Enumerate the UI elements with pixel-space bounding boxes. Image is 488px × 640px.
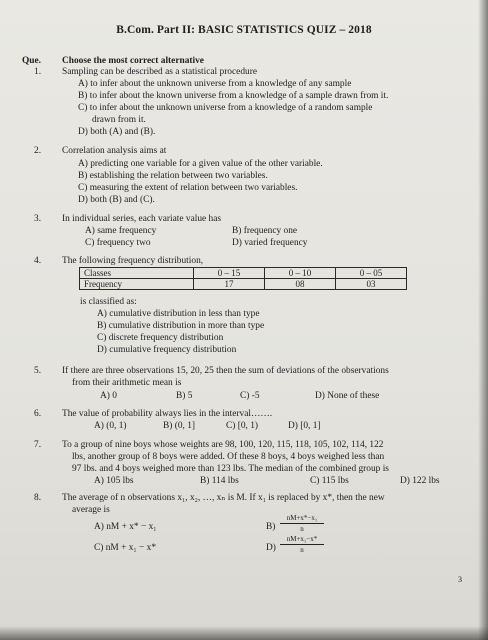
q2-stem: Correlation analysis aims at xyxy=(62,146,167,156)
q5-option-d: D) None of these xyxy=(315,391,380,401)
table-cell: Classes xyxy=(80,268,194,279)
q7-stem-1: To a group of nine boys whose weights are 98, 100, 120, 115, 118, 105, 102, 114, 122 xyxy=(62,440,384,450)
fraction-numerator: nM+x*−x₁ xyxy=(286,514,318,522)
fraction-denominator: n xyxy=(300,546,304,554)
q3-stem: In individual series, each variate value has xyxy=(62,214,222,224)
q2-option-a: A) predicting one variable for a given value of the other variable. xyxy=(78,159,323,169)
fraction-denominator: n xyxy=(300,525,304,533)
q6-option-c: C) [0, 1) xyxy=(226,421,259,431)
q8-option-d: D) xyxy=(266,543,276,553)
q7-number: 7. xyxy=(34,440,42,450)
frequency-table xyxy=(79,267,407,290)
q1-option-c: C) to infer about the unknown universe from a knowledge of a random sample xyxy=(78,103,373,113)
table-cell: Frequency xyxy=(80,279,194,290)
q4-stem: The following frequency distribution, xyxy=(62,256,204,266)
q2-option-b: B) establishing the relation between two variables. xyxy=(78,171,268,181)
q1-option-a: A) to infer about the unknown universe from a knowledge of any sample xyxy=(78,79,352,89)
q8-option-a: A) nM + x* − x₁ xyxy=(94,522,157,532)
q5-number: 5. xyxy=(34,366,42,376)
q4-option-d: D) cumulative frequency distribution xyxy=(97,345,237,355)
instruction: Choose the most correct alternative xyxy=(62,56,204,66)
q8-option-b: B) xyxy=(266,522,276,532)
q2-number: 2. xyxy=(34,146,42,156)
q1-option-b: B) to infer about the known universe from a knowledge of a sample drawn from it. xyxy=(78,91,389,101)
q5-option-b: B) 5 xyxy=(176,391,193,401)
page-title: B.Com. Part II: BASIC STATISTICS QUIZ – 2018 xyxy=(116,24,372,36)
q6-number: 6. xyxy=(34,409,42,419)
q7-option-d: D) 122 lbs xyxy=(400,476,440,486)
q8-number: 8. xyxy=(34,493,42,503)
q6-option-b: B) (0, 1] xyxy=(163,421,196,431)
q1-option-c-cont: drawn from it. xyxy=(92,115,146,125)
q4-option-c: C) discrete frequency distribution xyxy=(97,333,224,343)
q6-option-d: D) [0, 1] xyxy=(288,421,321,431)
q4-option-b: B) cumulative distribution in more than type xyxy=(97,321,265,331)
table-cell: 17 xyxy=(194,279,265,290)
table-row xyxy=(80,268,407,279)
que-label: Que. xyxy=(22,56,42,66)
table-cell: 0 – 10 xyxy=(265,268,336,279)
q8-stem-1: The average of n observations x₁, x₂, …, xₙ is M. If x₁ is replaced by x*, then the new xyxy=(62,493,385,503)
q3-option-b: B) frequency one xyxy=(232,226,298,236)
q7-option-b: B) 114 lbs xyxy=(200,476,239,486)
q7-option-a: A) 105 lbs xyxy=(94,476,134,486)
q1-option-d: D) both (A) and (B). xyxy=(78,127,156,137)
fraction-bar xyxy=(280,523,324,524)
q4-option-a: A) cumulative distribution in less than type xyxy=(97,309,260,319)
fraction-bar xyxy=(280,544,324,545)
table-cell: 0 – 15 xyxy=(194,268,265,279)
q2-option-c: C) measuring the extent of relation between two variables. xyxy=(78,183,298,193)
q4-after: is classified as: xyxy=(80,297,137,307)
q5-option-a: A) 0 xyxy=(100,391,117,401)
q1-stem: Sampling can be described as a statistical procedure xyxy=(62,67,257,77)
q7-stem-3: 97 lbs. and 4 boys weighed more than 123 lbs. The median of the combined group is xyxy=(72,464,389,474)
q8-fraction-b xyxy=(280,514,324,533)
q2-option-d: D) both (B) and (C). xyxy=(78,195,155,205)
q8-stem-2: average is xyxy=(72,505,110,515)
table-cell: 03 xyxy=(336,279,407,290)
q3-option-c: C) frequency two xyxy=(85,238,151,248)
table-cell: 0 – 05 xyxy=(336,268,407,279)
q1-number: 1. xyxy=(34,67,42,77)
q5-option-c: C) -5 xyxy=(240,391,260,401)
q6-option-a: A) (0, 1) xyxy=(94,421,127,431)
page-number: 3 xyxy=(458,575,462,584)
page-edge-shadow xyxy=(478,0,488,640)
q8-option-c: C) nM + x₁ − x* xyxy=(94,543,157,553)
q4-number: 4. xyxy=(34,256,42,266)
q7-stem-2: lbs, another group of 8 boys were added. Of these 8 boys, 4 boys weighed less than xyxy=(72,452,385,462)
q3-option-a: A) same frequency xyxy=(85,226,157,236)
q3-number: 3. xyxy=(34,214,42,224)
q3-option-d: D) varied frequency xyxy=(232,238,308,248)
table-row xyxy=(80,279,407,290)
q5-stem-1: If there are three observations 15, 20, 25 then the sum of deviations of the observations xyxy=(62,366,389,376)
page-bottom-shadow xyxy=(0,626,488,640)
q8-fraction-d xyxy=(280,535,324,554)
table-cell: 08 xyxy=(265,279,336,290)
fraction-numerator: nM+x₁−x* xyxy=(286,535,318,543)
q6-stem: The value of probability always lies in the interval……. xyxy=(62,409,273,419)
q5-stem-2: from their arithmetic mean is xyxy=(72,378,182,388)
q7-option-c: C) 115 lbs xyxy=(310,476,349,486)
